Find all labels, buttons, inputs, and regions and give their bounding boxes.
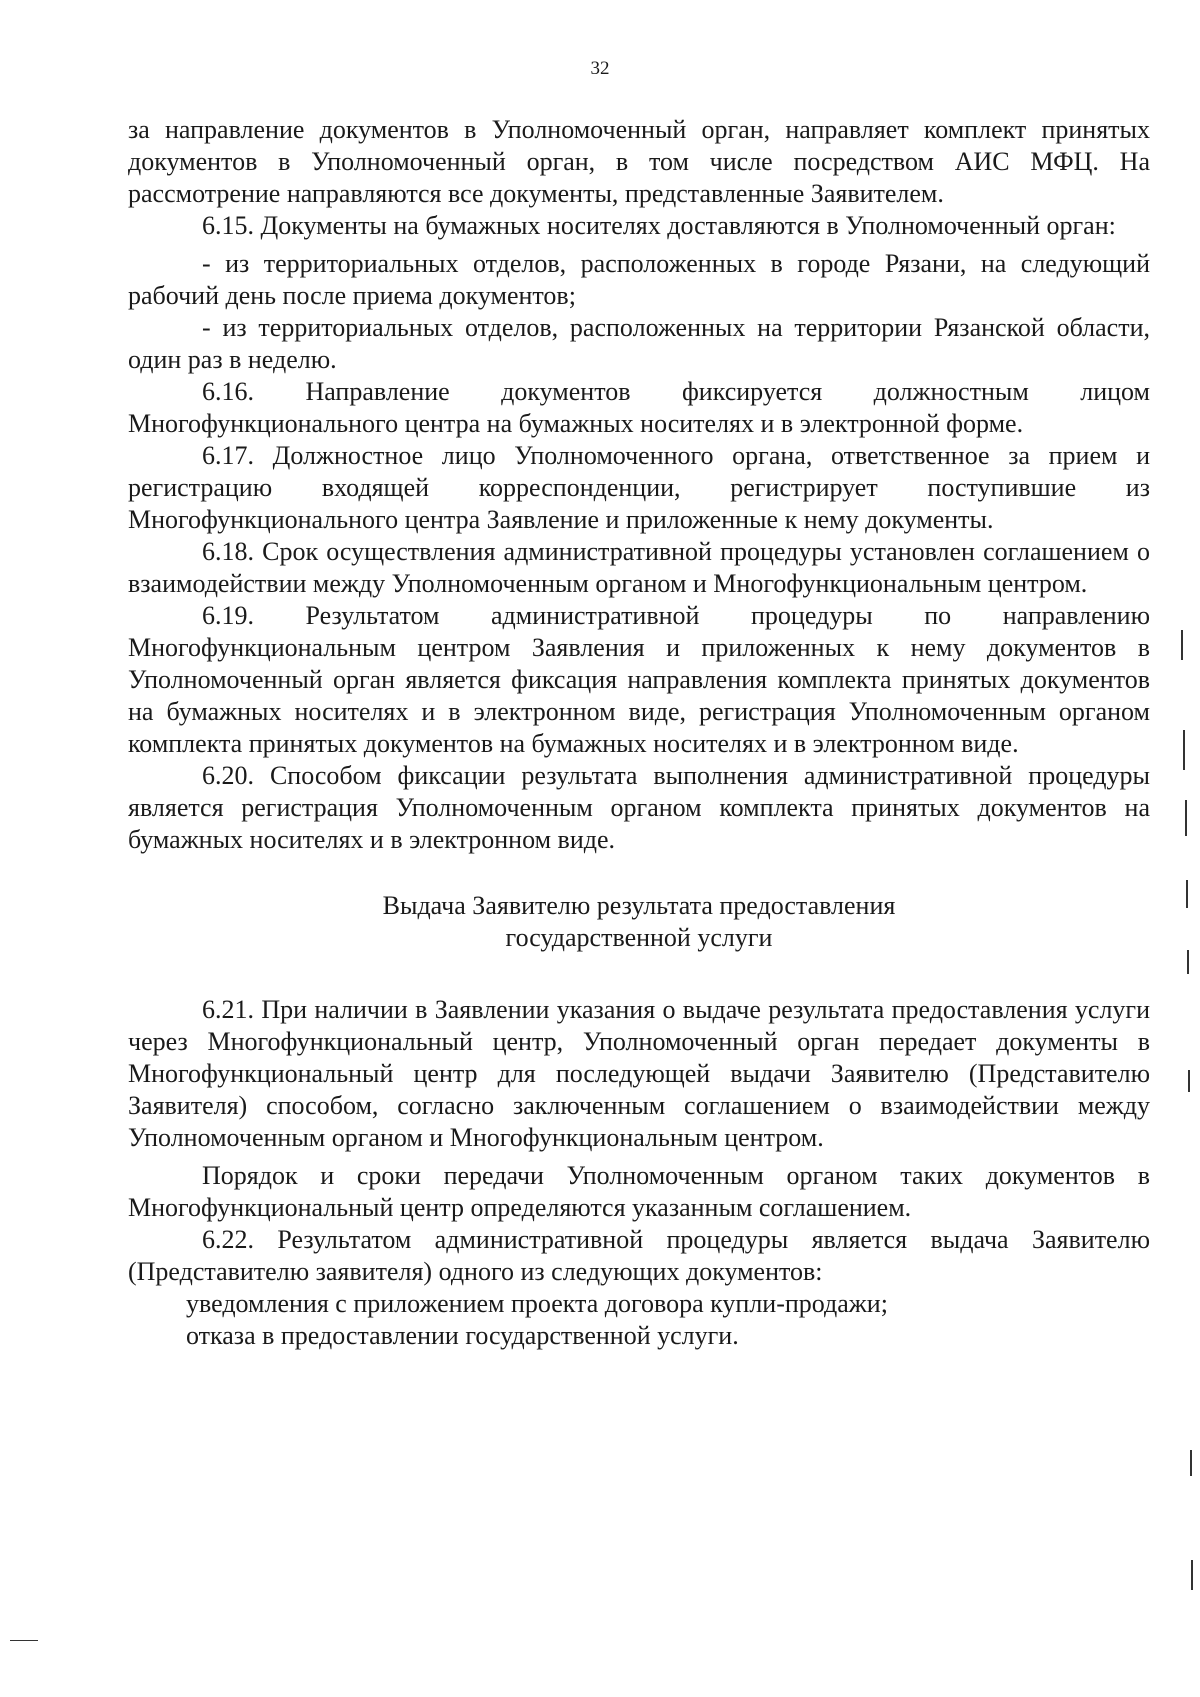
- section-heading-line-2: государственной услуги: [505, 923, 773, 952]
- list-item-notification: уведомления с приложением проекта договора купли-продажи;: [186, 1289, 888, 1318]
- scan-artifact: [1191, 1560, 1193, 1590]
- paragraph-6-20: 6.20. Способом фиксации результата выполнения административной процедуры является регистрация Уполномоченным органом комплекта принятых документов на бумажных носителях и в электронном виде.: [128, 761, 1150, 854]
- section-heading-line-1: Выдача Заявителю результата предоставления: [382, 891, 896, 920]
- paragraph-6-21: 6.21. При наличии в Заявлении указания о выдаче результата предоставления услуги через Многофункциональный центр, Уполномоченный орган передает документы в Многофункциональный центр для последующей выдачи Заявителю (Представителю Заявителя) способом, согласно заключенным соглашением о взаимодействии между Уполномоченным органом и Многофункциональным центром.: [128, 995, 1150, 1152]
- paragraph-6-16: 6.16. Направление документов фиксируется должностным лицом Многофункционального центра на бумажных носителях и в электронной форме.: [128, 377, 1150, 438]
- list-item-ryazan-region: - из территориальных отделов, расположенных на территории Рязанской области, один раз в неделю.: [128, 313, 1150, 374]
- list-item-ryazan-city: - из территориальных отделов, расположенных в городе Рязани, на следующий рабочий день после приема документов;: [128, 249, 1150, 310]
- paragraph-6-22: 6.22. Результатом административной процедуры является выдача Заявителю (Представителю заявителя) одного из следующих документов:: [128, 1225, 1150, 1286]
- scan-artifact: [10, 1640, 38, 1641]
- page-number: 32: [590, 58, 610, 79]
- scan-artifact: [1190, 1450, 1192, 1476]
- paragraph-continuation: за направление документов в Уполномоченный орган, направляет комплект принятых документов в Уполномоченный орган, в том числе посредством АИС МФЦ. На рассмотрение направляются все документы, представленные Заявителем.: [128, 115, 1150, 208]
- section-heading: [128, 890, 1150, 954]
- scan-artifact: [1188, 1070, 1190, 1092]
- paragraph-6-17: 6.17. Должностное лицо Уполномоченного органа, ответственное за прием и регистрацию входящей корреспонденции, регистрирует поступившие из Многофункционального центра Заявление и приложенные к нему документы.: [128, 441, 1150, 534]
- scan-artifact: [1186, 880, 1188, 908]
- scan-artifact: [1181, 630, 1183, 660]
- scan-artifact: [1183, 730, 1185, 770]
- paragraph-6-15: 6.15. Документы на бумажных носителях доставляются в Уполномоченный орган:: [202, 211, 1116, 240]
- paragraph-6-19: 6.19. Результатом административной процедуры по направлению Многофункциональным центром Заявления и приложенных к нему документов в Уполномоченный орган является фиксация направления комплекта принятых документов на бумажных носителях и в электронном виде, регистрация Уполномоченным органом комплекта принятых документов на бумажных носителях и в электронном виде.: [128, 601, 1150, 758]
- list-item-refusal: отказа в предоставлении государственной услуги.: [186, 1321, 739, 1350]
- paragraph-6-18: 6.18. Срок осуществления административной процедуры установлен соглашением о взаимодействии между Уполномоченным органом и Многофункциональным центром.: [128, 537, 1150, 598]
- scan-artifact: [1185, 800, 1187, 836]
- scan-artifact: [1187, 950, 1189, 974]
- paragraph-procedure-terms: Порядок и сроки передачи Уполномоченным органом таких документов в Многофункциональный центр определяются указанным соглашением.: [128, 1161, 1150, 1222]
- document-body: [128, 114, 1150, 1352]
